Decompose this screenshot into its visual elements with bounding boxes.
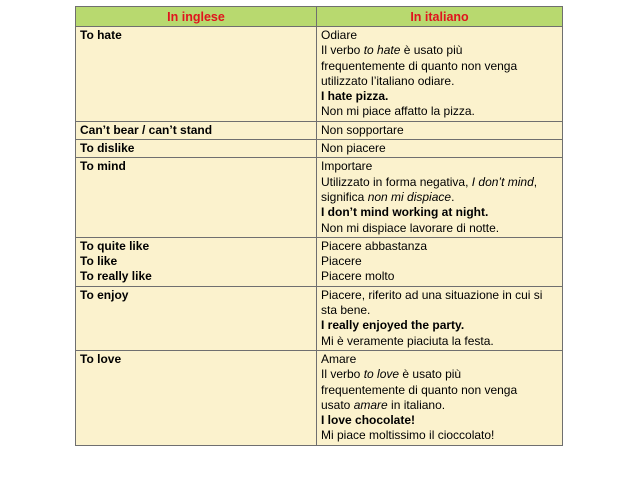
english-term: To like [80,254,118,269]
table-header-row [76,7,563,27]
vocabulary-table [75,6,563,446]
english-term: To quite like [80,238,150,253]
table-row [76,27,563,122]
italian-cell [317,27,563,122]
english-cell [76,140,317,158]
english-term: To love [80,351,122,366]
italian-note: significa non mi dispiace. [321,189,455,204]
english-term: To enjoy [80,287,129,302]
italian-translation: Piacere abbastanza [321,238,428,253]
english-cell [76,286,317,350]
italian-cell [317,158,563,237]
english-cell [76,158,317,237]
example-translation: Non mi dispiace lavorare di notte. [321,220,500,235]
italian-note: utilizzato l’italiano odiare. [321,73,455,88]
example-translation: Non mi piace affatto la pizza. [321,104,475,119]
english-cell [76,121,317,139]
table-row [76,286,563,350]
vocabulary-table-container [75,6,562,446]
english-cell [76,27,317,122]
italian-cell [317,286,563,350]
table-row [76,121,563,139]
example-translation: Mi piace moltissimo il cioccolato! [321,428,495,443]
italian-note: Il verbo to hate è usato più [321,43,463,58]
header-english: In inglese [76,7,317,27]
table-row [76,158,563,237]
italian-translation: Piacere, riferito ad una situazione in cui si [321,287,543,302]
italian-cell [317,121,563,139]
english-term: To hate [80,28,122,42]
example-sentence: I love chocolate! [321,413,416,428]
english-cell [76,350,317,445]
italian-translation: Piacere [321,254,362,269]
italian-note: Il verbo to love è usato più [321,367,462,382]
example-sentence: I really enjoyed the party. [321,318,465,333]
table-row [76,350,563,445]
english-term: To really like [80,269,152,284]
table-row [76,237,563,286]
english-term: Can’t bear / can’t stand [80,122,213,137]
italian-cell [317,237,563,286]
example-sentence: I hate pizza. [321,89,389,104]
english-term: To dislike [80,141,135,156]
italian-translation: Importare [321,159,373,174]
italian-note: usato amare in italiano. [321,397,446,412]
italian-note: frequentemente di quanto non venga [321,382,518,397]
example-translation: Mi è veramente piaciuta la festa. [321,333,494,348]
header-italian: In italiano [317,7,563,27]
italian-translation: Piacere molto [321,269,395,284]
italian-cell [317,140,563,158]
english-term: To mind [80,159,126,174]
italian-translation: Non sopportare [321,122,404,137]
table-row [76,140,563,158]
example-sentence: I don’t mind working at night. [321,205,489,220]
italian-translation: Odiare [321,28,358,42]
italian-note: sta bene. [321,303,371,318]
italian-translation: Amare [321,351,357,366]
italian-translation: Non piacere [321,141,386,156]
italian-note: frequentemente di quanto non venga [321,58,518,73]
italian-cell [317,350,563,445]
italian-note: Utilizzato in forma negativa, I don’t mind, [321,174,538,189]
english-cell [76,237,317,286]
